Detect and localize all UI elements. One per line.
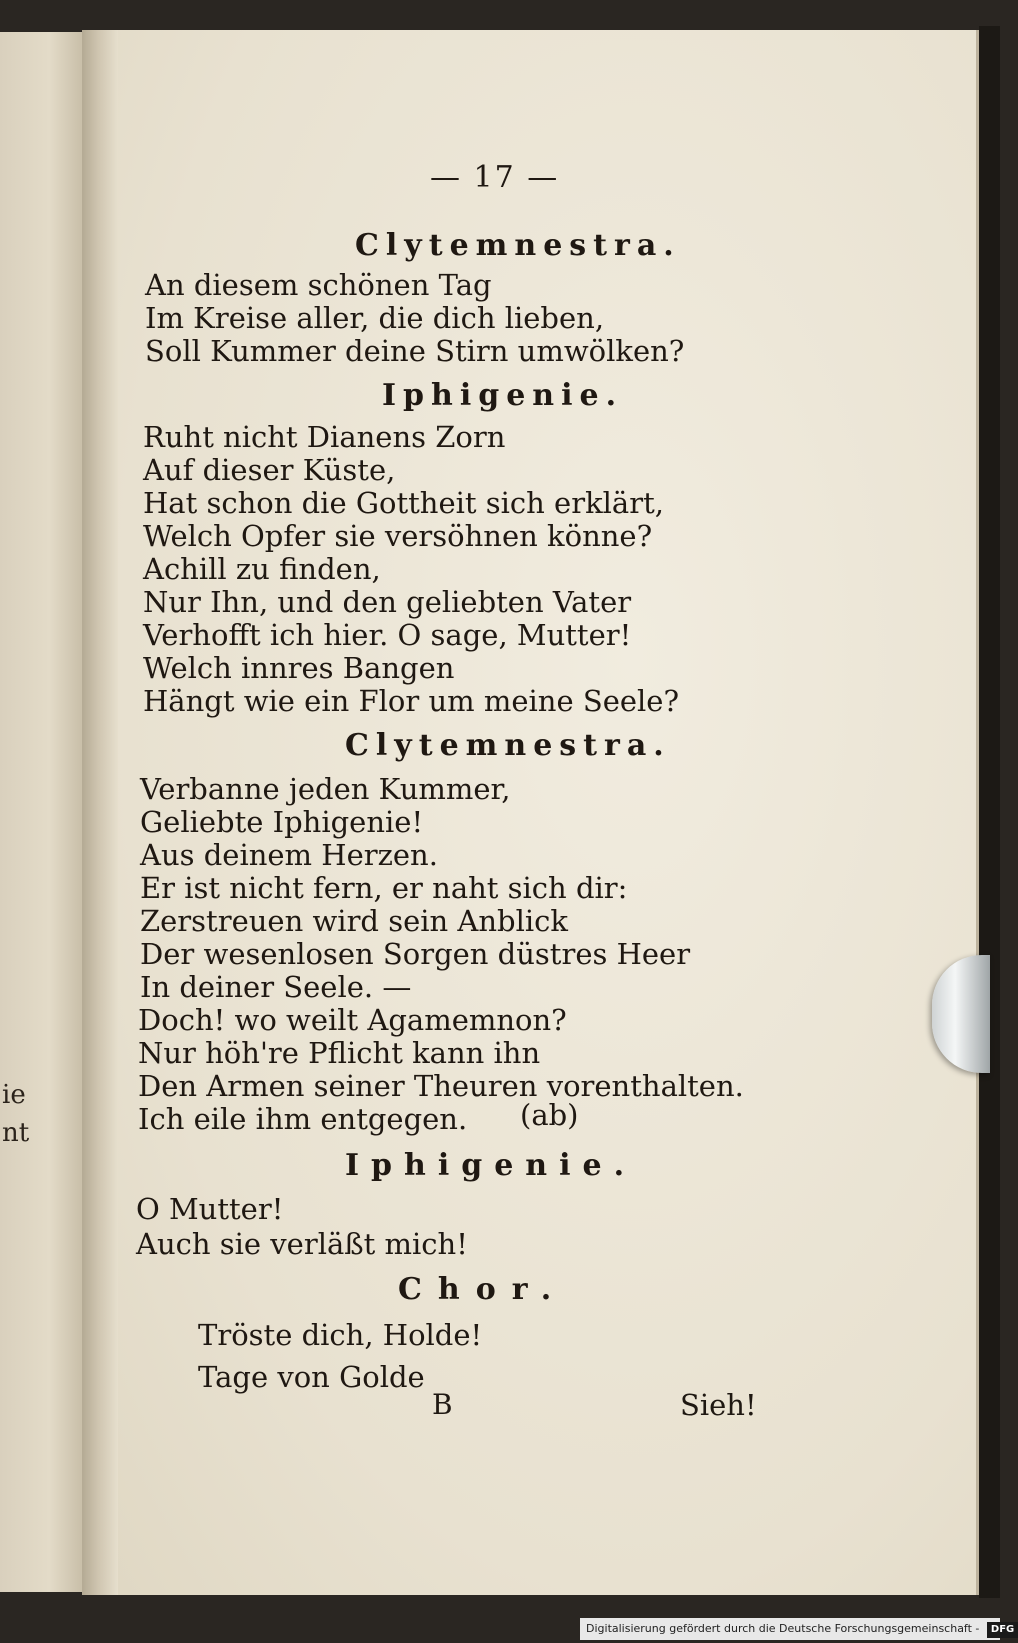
verse-line: Geliebte Iphigenie! [140, 805, 424, 839]
left-page-edge [0, 32, 82, 1592]
speaker-heading: Clytemnestra. [355, 228, 681, 263]
verse-line: Nur Ihn, und den geliebten Vater [143, 585, 632, 619]
verse-line: An diesem schönen Tag [145, 268, 492, 302]
catchword: Sieh! [680, 1388, 757, 1422]
speaker-heading: Chor. [398, 1272, 568, 1307]
stage-direction: (ab) [520, 1098, 579, 1132]
verse-line: Welch Opfer sie versöhnen könne? [143, 519, 653, 553]
book-gutter [82, 30, 118, 1595]
verse-line: Auf dieser Küste, [143, 453, 396, 487]
page-number: — 17 — [430, 160, 560, 195]
speaker-heading: Iphigenie. [382, 378, 624, 413]
verse-line: Verhofft ich hier. O sage, Mutter! [143, 618, 632, 652]
verse-line: Ruht nicht Dianens Zorn [143, 420, 506, 454]
verse-line: Im Kreise aller, die dich lieben, [145, 301, 605, 335]
left-page-fragment: ie [2, 1080, 26, 1110]
verse-line: Ich eile ihm entgegen. [138, 1102, 468, 1136]
verse-line: Hat schon die Gottheit sich erklärt, [143, 486, 664, 520]
verse-line: Nur höh're Pflicht kann ihn [138, 1036, 541, 1070]
verse-line: Den Armen seiner Theuren vorenthalten. [138, 1069, 744, 1103]
left-page-fragment: nt [2, 1118, 30, 1148]
scan-background [979, 26, 1000, 1598]
footer-text: Digitalisierung gefördert durch die Deutsche Forschungsgemeinschaft - [586, 1622, 980, 1635]
verse-line: Welch innres Bangen [143, 651, 455, 685]
verse-line: Aus deinem Herzen. [140, 838, 438, 872]
verse-line: Er ist nicht fern, er naht sich dir: [140, 871, 628, 905]
dfg-logo: DFG [987, 1622, 1018, 1638]
verse-line: Zerstreuen wird sein Anblick [140, 904, 568, 938]
speaker-heading: Clytemnestra. [345, 728, 671, 763]
signature-mark: B [432, 1388, 453, 1421]
verse-line: Achill zu finden, [143, 552, 381, 586]
verse-line: In deiner Seele. — [140, 970, 412, 1004]
verse-line: Tage von Golde [198, 1360, 425, 1394]
verse-line: Tröste dich, Holde! [198, 1318, 483, 1352]
speaker-heading: Iphigenie. [345, 1148, 637, 1183]
verse-line: Doch! wo weilt Agamemnon? [138, 1003, 567, 1037]
verse-line: Verbanne jeden Kummer, [140, 772, 511, 806]
verse-line: Auch sie verläßt mich! [136, 1227, 468, 1261]
digitization-footer [580, 1618, 1015, 1640]
verse-line: Hängt wie ein Flor um meine Seele? [143, 684, 680, 718]
verse-line: O Mutter! [136, 1192, 284, 1226]
verse-line: Der wesenlosen Sorgen düstres Heer [140, 937, 691, 971]
verse-line: Soll Kummer deine Stirn umwölken? [145, 334, 685, 368]
